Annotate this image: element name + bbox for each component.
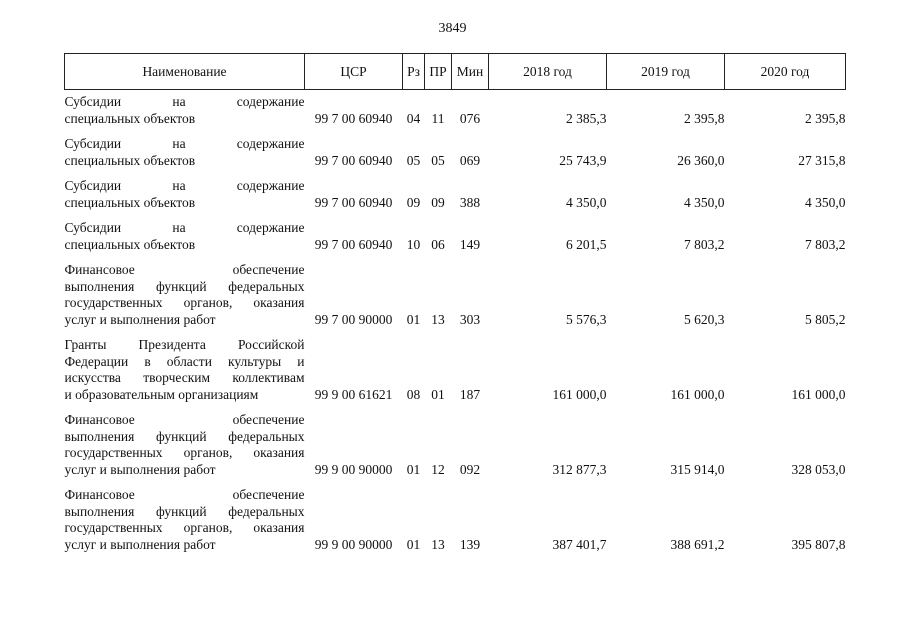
row-name-line: Гранты Президента Российской	[64, 337, 305, 352]
row-name-line: Финансовое обеспечение	[64, 487, 305, 502]
row-name-line: искусства творческим коллективам	[64, 370, 305, 385]
row-csr: 99 9 00 90000	[314, 461, 393, 477]
row-pr: 11	[431, 110, 445, 126]
row-name-line: специальных объектов	[64, 110, 196, 126]
row-2020: 2 395,8	[805, 110, 846, 126]
row-name-line: выполнения функций федеральных	[64, 278, 305, 294]
row-rz: 05	[406, 152, 421, 168]
row-pr: 12	[431, 461, 445, 477]
row-pr: 01	[431, 386, 445, 402]
row-2019: 161 000,0	[670, 386, 725, 402]
row-name-line: Федерации в области культуры и	[64, 353, 305, 369]
row-2019: 7 803,2	[684, 236, 725, 252]
row-csr: 99 7 00 60940	[314, 194, 393, 210]
row-2020: 27 315,8	[798, 152, 846, 168]
row-2019: 315 914,0	[670, 461, 725, 477]
table-row	[65, 328, 846, 403]
row-csr: 99 9 00 61621	[314, 386, 393, 402]
row-name-line: Финансовое обеспечение	[64, 412, 305, 427]
table-row	[65, 478, 846, 553]
row-2018: 25 743,9	[559, 152, 607, 168]
row-2020: 328 053,0	[791, 461, 846, 477]
row-2020: 5 805,2	[805, 311, 846, 327]
row-name-line: специальных объектов	[64, 194, 196, 210]
table-row	[65, 211, 846, 253]
row-rz: 10	[406, 236, 421, 252]
header-min: Мин	[452, 54, 489, 90]
row-name-line: Субсидии на содержание	[64, 178, 305, 193]
row-name	[65, 169, 305, 211]
row-min: 149	[459, 236, 481, 252]
row-name-line: Субсидии на содержание	[64, 220, 305, 235]
table-row	[65, 253, 846, 328]
row-name-line: Финансовое обеспечение	[64, 262, 305, 277]
row-pr: 13	[431, 536, 445, 552]
row-rz: 09	[406, 194, 421, 210]
row-name-line: специальных объектов	[64, 152, 196, 168]
row-rz: 04	[406, 110, 421, 126]
row-name-line: государственных органов, оказания	[64, 295, 305, 310]
row-name-line: специальных объектов	[64, 236, 196, 252]
row-name-line: государственных органов, оказания	[64, 520, 305, 535]
row-2018: 2 385,3	[566, 110, 607, 126]
row-name-line: услуг и выполнения работ	[64, 536, 216, 552]
row-csr: 99 7 00 60940	[314, 236, 393, 252]
row-min: 092	[459, 461, 481, 477]
row-2020: 395 807,8	[791, 536, 846, 552]
row-2020: 161 000,0	[791, 386, 846, 402]
row-csr: 99 7 00 90000	[314, 311, 393, 327]
header-name: Наименование	[65, 54, 305, 90]
row-name	[65, 253, 305, 328]
header-2018: 2018 год	[489, 54, 607, 90]
header-rz: Рз	[403, 54, 425, 90]
row-2018: 312 877,3	[552, 461, 607, 477]
row-rz: 08	[406, 386, 421, 402]
row-2018: 387 401,7	[552, 536, 607, 552]
row-name-line: выполнения функций федеральных	[64, 503, 305, 519]
row-name	[65, 127, 305, 169]
row-name-line: и образовательным организациям	[64, 386, 259, 402]
row-2020: 4 350,0	[805, 194, 846, 210]
row-name-line: выполнения функций федеральных	[64, 428, 305, 444]
row-name-line: Субсидии на содержание	[64, 94, 305, 109]
table-row	[65, 169, 846, 211]
row-2020: 7 803,2	[805, 236, 846, 252]
row-csr: 99 7 00 60940	[314, 110, 393, 126]
row-pr: 13	[431, 311, 445, 327]
row-2019: 388 691,2	[670, 536, 725, 552]
row-2018: 4 350,0	[566, 194, 607, 210]
row-2018: 161 000,0	[552, 386, 607, 402]
row-name	[65, 211, 305, 253]
row-2019: 2 395,8	[684, 110, 725, 126]
row-rz: 01	[406, 311, 421, 327]
row-name-line: услуг и выполнения работ	[64, 461, 216, 477]
row-min: 139	[459, 536, 481, 552]
row-name-line: Субсидии на содержание	[64, 136, 305, 151]
table-row	[65, 403, 846, 478]
table-row	[65, 90, 846, 128]
header-2019: 2019 год	[607, 54, 725, 90]
row-rz: 01	[406, 536, 421, 552]
row-min: 187	[459, 386, 481, 402]
page-number: 3849	[438, 21, 467, 36]
row-2019: 4 350,0	[684, 194, 725, 210]
row-name	[65, 478, 305, 553]
row-2019: 26 360,0	[677, 152, 725, 168]
header-pr: ПР	[425, 54, 452, 90]
row-pr: 05	[431, 152, 445, 168]
budget-table	[64, 53, 846, 553]
row-csr: 99 7 00 60940	[314, 152, 393, 168]
row-name-line: услуг и выполнения работ	[64, 311, 216, 327]
row-min: 076	[459, 110, 481, 126]
row-rz: 01	[406, 461, 421, 477]
row-name	[65, 90, 305, 128]
table-row	[65, 127, 846, 169]
row-2018: 6 201,5	[566, 236, 607, 252]
row-pr: 06	[431, 236, 445, 252]
row-name	[65, 403, 305, 478]
row-min: 303	[459, 311, 481, 327]
row-csr: 99 9 00 90000	[314, 536, 393, 552]
row-2019: 5 620,3	[684, 311, 725, 327]
header-2020: 2020 год	[725, 54, 846, 90]
row-name	[65, 328, 305, 403]
header-csr: ЦСР	[305, 54, 403, 90]
row-2018: 5 576,3	[566, 311, 607, 327]
row-pr: 09	[431, 194, 445, 210]
row-name-line: государственных органов, оказания	[64, 445, 305, 460]
row-min: 069	[459, 152, 481, 168]
row-min: 388	[459, 194, 481, 210]
table-header-row	[65, 54, 846, 90]
